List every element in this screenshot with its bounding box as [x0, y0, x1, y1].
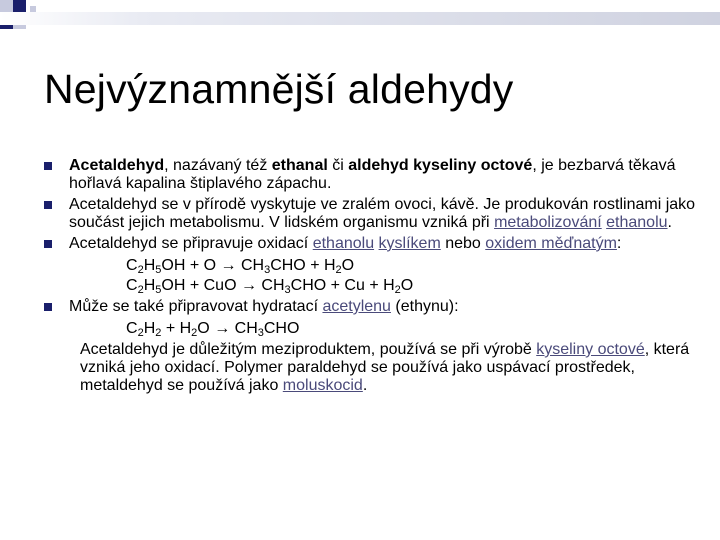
link-ethanolu[interactable]: ethanolu [606, 214, 668, 231]
bullet-item [44, 235, 699, 295]
bullet-item [44, 298, 699, 338]
text: Acetaldehyd se v přírodě vyskytuje ve zralém ovoci, kávě. Je produkován rostlinami jako součást jejich metabolismu. V lidském organismu vzniká při [69, 196, 696, 231]
text: Acetaldehyd se připravuje oxidací [69, 235, 313, 252]
bullet-item [44, 157, 699, 193]
link-metabolizovani[interactable]: metabolizování [494, 214, 602, 231]
link-oxidem-mednatym[interactable]: oxidem měďnatým [485, 235, 617, 252]
link-ethanolu[interactable]: ethanolu [312, 235, 375, 252]
bullet-item [44, 196, 699, 232]
top-gradient-bar [0, 12, 720, 25]
equation-3: $C_2H_2 + H_2O \to CH_3CHO$ [126, 320, 300, 339]
square-bullet-icon [44, 303, 52, 311]
text: , která vzniká jeho oxidací. Polymer paraldehyd se používá jako uspávací prostředek, metaldehyd se používá jako [80, 341, 690, 394]
text: . [667, 214, 672, 231]
text: Acetaldehyd je důležitým meziproduktem, používá se při výrobě [80, 341, 537, 358]
square-bullet-icon [44, 201, 52, 209]
term-ethanal: ethanal [271, 157, 328, 174]
text: , nazávaný též [164, 157, 272, 174]
text: , je bezbarvá těkavá hořlavá kapalina štiplavého zápachu. [69, 157, 676, 192]
square-bullet-icon [44, 240, 52, 248]
text: (ethynu): [390, 298, 459, 315]
text: : [616, 235, 622, 252]
link-acetylenu[interactable]: acetylenu [322, 298, 391, 315]
slide-content [44, 157, 699, 395]
square-bullet-icon [44, 162, 52, 170]
text: Může se také připravovat hydratací [69, 298, 323, 315]
equation-2: $C_2H_5OH$ + CuO → $CH_3CHO + Cu + H_2O$ [126, 277, 414, 296]
slide-title: Nejvýznamnější aldehydy [44, 66, 514, 112]
text: . [362, 377, 368, 394]
link-moluskocid[interactable]: moluskocid [282, 377, 363, 394]
term-acetaldehyd: Acetaldehyd [69, 157, 165, 174]
equation-1: $C_2H_5OH + O \to CH_3CHO + H_2O$ [126, 257, 355, 276]
text: nebo [440, 235, 486, 252]
link-kyseliny-octove[interactable]: kyseliny octové [536, 341, 645, 358]
text: či [327, 157, 349, 174]
term-aldehyd-kyseliny-octove: aldehyd kyseliny octové [348, 157, 533, 174]
link-kyslikem[interactable]: kyslíkem [378, 235, 441, 252]
paragraph-acetaldehyd-use [80, 341, 699, 395]
